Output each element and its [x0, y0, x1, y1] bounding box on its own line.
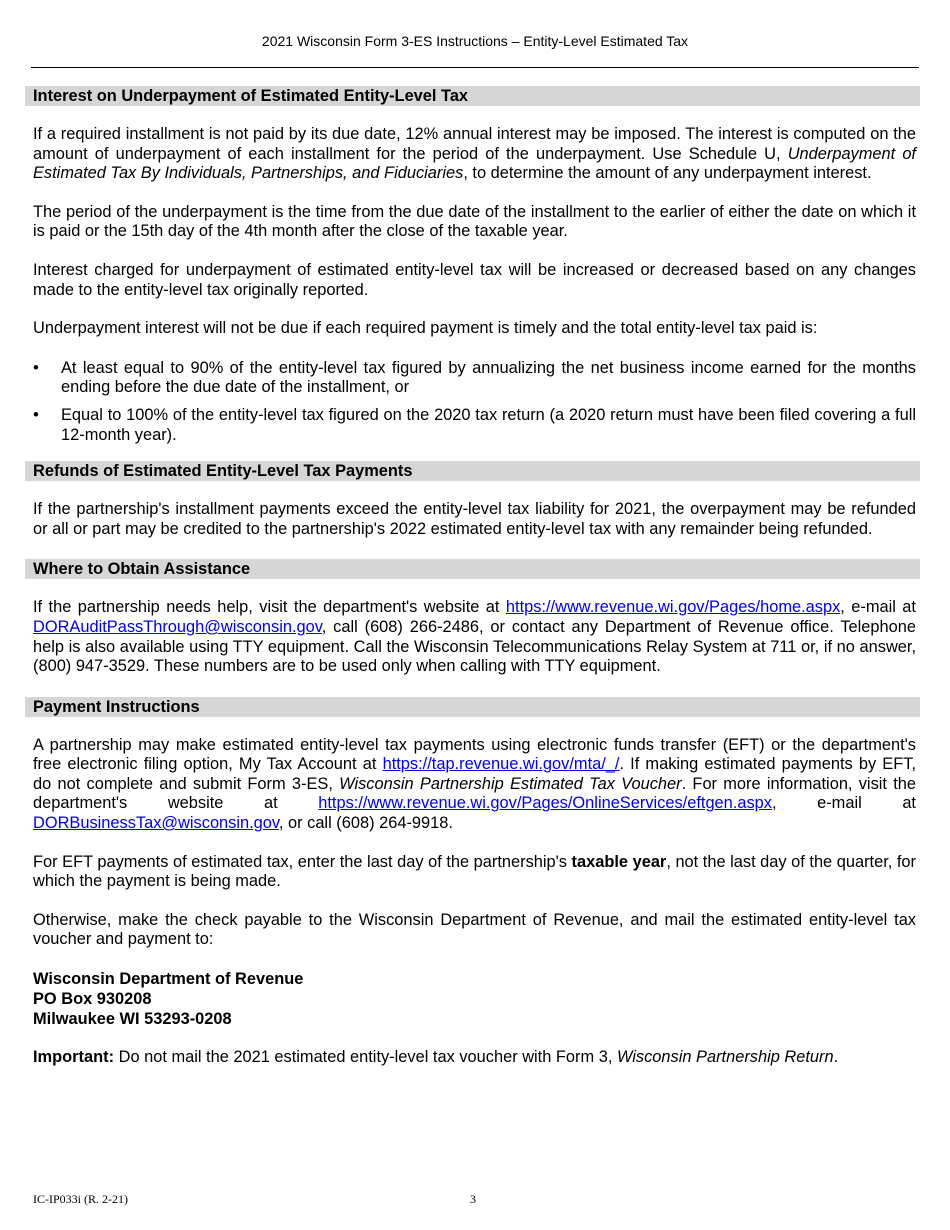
heading-interest: Interest on Underpayment of Estimated Entity-Level Tax — [25, 86, 920, 106]
important-label: Important: — [33, 1048, 115, 1067]
assistance-paragraph-1: If the partnership needs help, visit the department's website at https://www.revenue.wi.gov/Pages/home.aspx, e-mail at DORAuditPassThrough@wisconsin.gov, call (608) 266-2486, or contact any Department of Revenue office. Telephone help is also available using TTY equipment. Call the Wisconsin Telecommunications Relay System at 711 or, if no answer, (800) 947-3529. These numbers are to be used only when calling with TTY equipment. — [33, 598, 916, 676]
list-item: • Equal to 100% of the entity-level tax figured on the 2020 tax return (a 2020 return must have been filed covering a full 12-month year). — [33, 405, 916, 444]
heading-assistance: Where to Obtain Assistance — [25, 559, 920, 579]
schedule-u-title: Underpayment of Estimated Tax By Individuals, Partnerships, and Fiduciaries — [33, 144, 916, 183]
address-line: Milwaukee WI 53293-0208 — [33, 1010, 232, 1029]
payment-paragraph-3: Otherwise, make the check payable to the Wisconsin Department of Revenue, and mail the estimated entity-level tax voucher and payment to: — [33, 910, 916, 949]
my-tax-account-link[interactable]: https://tap.revenue.wi.gov/mta/_/ — [382, 755, 620, 774]
mailing-address — [33, 969, 916, 1029]
interest-paragraph-1: If a required installment is not paid by its due date, 12% annual interest may be imposed. The interest is computed on the amount of underpayment of each installment for the period of the underpayment. Use Schedule U, Underpayment of Estimated Tax By Individuals, Partnerships, and Fiduciaries, to determine the amount of any underpayment interest. — [33, 125, 916, 183]
address-line: PO Box 930208 — [33, 990, 152, 1009]
interest-paragraph-4: Underpayment interest will not be due if each required payment is timely and the total entity-level tax paid is: — [33, 319, 818, 338]
business-tax-email-link[interactable]: DORBusinessTax@wisconsin.gov — [33, 814, 279, 833]
form3-title: Wisconsin Partnership Return — [616, 1048, 834, 1067]
heading-refunds: Refunds of Estimated Entity-Level Tax Payments — [25, 461, 920, 481]
important-note: Important: Do not mail the 2021 estimated entity-level tax voucher with Form 3, Wisconsin Partnership Return. — [33, 1048, 839, 1067]
eft-info-link[interactable]: https://www.revenue.wi.gov/Pages/OnlineServices/eftgen.aspx — [318, 794, 772, 813]
payment-paragraph-1: A partnership may make estimated entity-level tax payments using electronic funds transfer (EFT) or the department's free electronic filing option, My Tax Account at https://tap.revenue.wi.gov/mta/_/. If making estimated payments by EFT, do not complete and submit Form 3-ES, Wisconsin Partnership Estimated Tax Voucher. For more information, visit the department's website at https://www.revenue.wi.gov/Pages/OnlineServices/eftgen.aspx, e-mail at DORBusinessTax@wisconsin.gov, or call (608) 264-9918. — [33, 735, 916, 833]
interest-paragraph-3: Interest charged for underpayment of estimated entity-level tax will be increased or decreased based on any changes made to the entity-level tax originally reported. — [33, 260, 916, 299]
footer-page-number: 3 — [470, 1192, 476, 1206]
address-line: Wisconsin Department of Revenue — [33, 970, 304, 989]
dor-website-link[interactable]: https://www.revenue.wi.gov/Pages/home.aspx — [505, 598, 841, 617]
bullet-icon: • — [33, 358, 39, 377]
voucher-title: Wisconsin Partnership Estimated Tax Voucher — [339, 774, 682, 793]
refunds-paragraph-1: If the partnership's installment payments exceed the entity-level tax liability for 2021, the overpayment may be refunded or all or part may be credited to the partnership's 2022 estimated entity-level tax with any remainder being refunded. — [33, 500, 916, 538]
list-item: • At least equal to 90% of the entity-level tax figured by annualizing the net business income earned for the months ending before the due date of the installment, or — [33, 358, 916, 397]
header-divider — [31, 67, 919, 68]
payment-paragraph-2: For EFT payments of estimated tax, enter the last day of the partnership's taxable year, not the last day of the quarter, for which the payment is being made. — [33, 852, 916, 891]
interest-bullet-list — [33, 359, 916, 445]
heading-payment: Payment Instructions — [25, 697, 920, 717]
footer-form-id: IC-IP033i (R. 2-21) — [33, 1192, 128, 1206]
document-body — [33, 86, 916, 1068]
page-header-title: 2021 Wisconsin Form 3-ES Instructions – Entity-Level Estimated Tax — [261, 33, 689, 49]
bullet-icon: • — [33, 405, 39, 424]
taxable-year-emphasis: taxable year — [571, 852, 667, 871]
interest-paragraph-2: The period of the underpayment is the time from the due date of the installment to the earlier of either the date on which it is paid or the 15th day of the 4th month after the close of the taxable year. — [33, 202, 916, 241]
audit-email-link[interactable]: DORAuditPassThrough@wisconsin.gov — [33, 617, 322, 636]
